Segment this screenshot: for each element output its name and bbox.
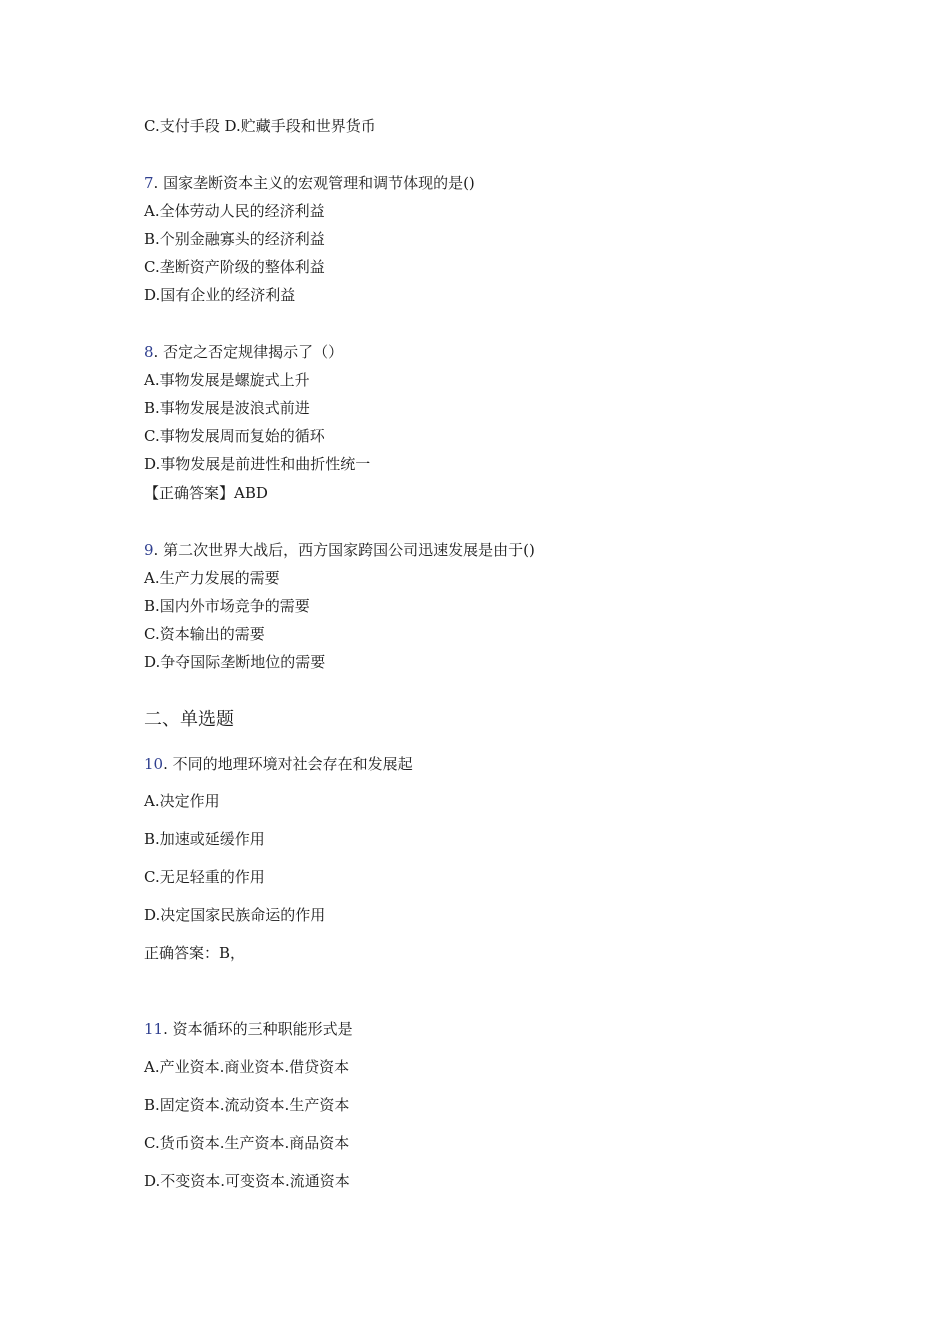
q8-option-c: C.事物发展周而复始的循环 xyxy=(144,427,325,445)
q9-stem xyxy=(144,540,535,560)
q7-option-c: C.垄断资产阶级的整体利益 xyxy=(144,258,325,276)
q9-option-a: A.生产力发展的需要 xyxy=(144,569,280,587)
q7-stem xyxy=(144,173,475,193)
q7-option-a: A.全体劳动人民的经济利益 xyxy=(144,202,325,220)
q7-option-b: B.个别金融寡头的经济利益 xyxy=(144,230,325,248)
q8-number: 8 xyxy=(144,343,154,361)
q7-number: 7 xyxy=(144,174,154,192)
q10-stem-text: . 不同的地理环境对社会存在和发展起 xyxy=(163,755,413,773)
q11-stem xyxy=(144,1019,353,1039)
q9-stem-text: . 第二次世界大战后，西方国家跨国公司迅速发展是由于() xyxy=(153,541,535,559)
q9-option-b: B.国内外市场竞争的需要 xyxy=(144,597,310,615)
q11-option-a: A.产业资本.商业资本.借贷资本 xyxy=(144,1058,350,1076)
q10-option-b: B.加速或延缓作用 xyxy=(144,830,265,848)
q8-option-b: B.事物发展是波浪式前进 xyxy=(144,399,310,417)
q8-option-d: D.事物发展是前进性和曲折性统一 xyxy=(144,455,371,473)
q11-option-b: B.固定资本.流动资本.生产资本 xyxy=(144,1096,350,1114)
q10-option-c: C.无足轻重的作用 xyxy=(144,868,265,886)
q11-option-d: D.不变资本.可变资本.流通资本 xyxy=(144,1172,350,1190)
q10-answer: 正确答案：B， xyxy=(144,944,246,962)
q10-option-a: A.决定作用 xyxy=(144,792,220,810)
q9-number: 9 xyxy=(144,541,154,559)
q10-option-d: D.决定国家民族命运的作用 xyxy=(144,906,326,924)
q10-number: 10 xyxy=(144,755,164,773)
q11-stem-text: . 资本循环的三种职能形式是 xyxy=(163,1020,353,1038)
q6-option-cd: C.支付手段 D.贮藏手段和世界货币 xyxy=(144,117,376,135)
q11-option-c: C.货币资本.生产资本.商品资本 xyxy=(144,1134,350,1152)
q11-number: 11 xyxy=(144,1020,164,1038)
q8-answer: 【正确答案】ABD xyxy=(144,484,268,502)
q9-option-c: C.资本输出的需要 xyxy=(144,625,265,643)
q7-stem-text: . 国家垄断资本主义的宏观管理和调节体现的是() xyxy=(153,174,475,192)
q8-option-a: A.事物发展是螺旋式上升 xyxy=(144,371,310,389)
q9-option-d: D.争夺国际垄断地位的需要 xyxy=(144,653,326,671)
q10-stem xyxy=(144,754,413,774)
q8-stem-text: . 否定之否定规律揭示了（） xyxy=(153,343,344,361)
q7-option-d: D.国有企业的经济利益 xyxy=(144,286,296,304)
section-heading: 二、单选题 xyxy=(144,709,234,730)
q8-stem xyxy=(144,342,343,362)
